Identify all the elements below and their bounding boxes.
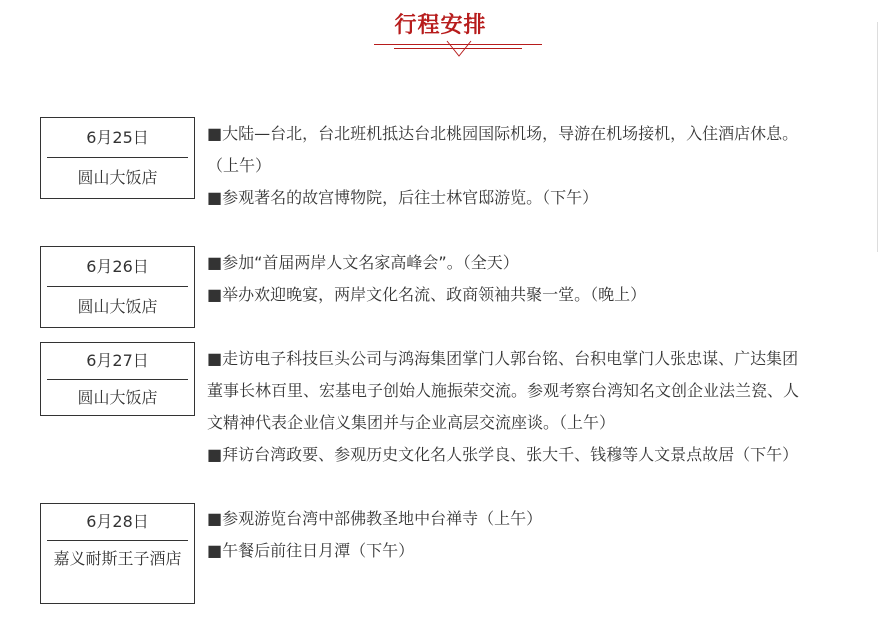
itinerary-line: ■举办欢迎晚宴，两岸文化名流、政商领袖共聚一堂。（晚上） xyxy=(207,285,647,304)
day-date: 6月26日 xyxy=(47,247,188,287)
itinerary-line: 文精神代表企业信义集团并与企业高层交流座谈。（上午） xyxy=(207,413,616,432)
itinerary-line: ■参观著名的故宫博物院，后往士林官邸游览。（下午） xyxy=(207,188,599,207)
itinerary-line: ■午餐后前往日月潭（下午） xyxy=(207,541,415,560)
right-divider xyxy=(877,22,878,252)
day-hotel: 嘉义耐斯王子酒店 xyxy=(53,549,182,568)
day-date: 6月27日 xyxy=(47,343,188,380)
itinerary-line: ■大陆—台北，台北班机抵达台北桃园国际机场，导游在机场接机，入住酒店休息。 xyxy=(207,124,799,143)
itinerary-line: ■走访电子科技巨头公司与鸿海集团掌门人郭台铭、台积电掌门人张忠谋、广达集团 xyxy=(207,349,799,368)
day-card-3 xyxy=(40,342,195,416)
itinerary-line: 董事长林百里、宏基电子创始人施振荣交流。参观考察台湾知名文创企业法兰瓷、人 xyxy=(207,381,800,400)
itinerary-line: ■参观游览台湾中部佛教圣地中台禅寺（上午） xyxy=(207,509,543,528)
day-date: 6月25日 xyxy=(47,118,188,158)
day-description-1 xyxy=(207,118,877,214)
itinerary-line: ■参加“首届两岸人文名家高峰会”。（全天） xyxy=(207,253,519,272)
itinerary-line: （上午） xyxy=(207,156,272,175)
day-hotel: 圆山大饭店 xyxy=(77,168,158,187)
itinerary-line: ■拜访台湾政要、参观历史文化名人张学良、张大千、钱穆等人文景点故居（下午） xyxy=(207,445,799,464)
day-description-2 xyxy=(207,247,877,311)
day-description-3 xyxy=(207,343,877,471)
page-title: 行程安排 xyxy=(394,13,487,38)
day-hotel: 圆山大饭店 xyxy=(77,297,158,316)
day-date: 6月28日 xyxy=(47,504,188,541)
day-card-1 xyxy=(40,117,195,199)
day-description-4 xyxy=(207,503,877,567)
day-card-4 xyxy=(40,503,195,604)
chevron-down-icon xyxy=(446,40,472,58)
day-card-2 xyxy=(40,246,195,328)
day-hotel: 圆山大饭店 xyxy=(77,388,158,407)
